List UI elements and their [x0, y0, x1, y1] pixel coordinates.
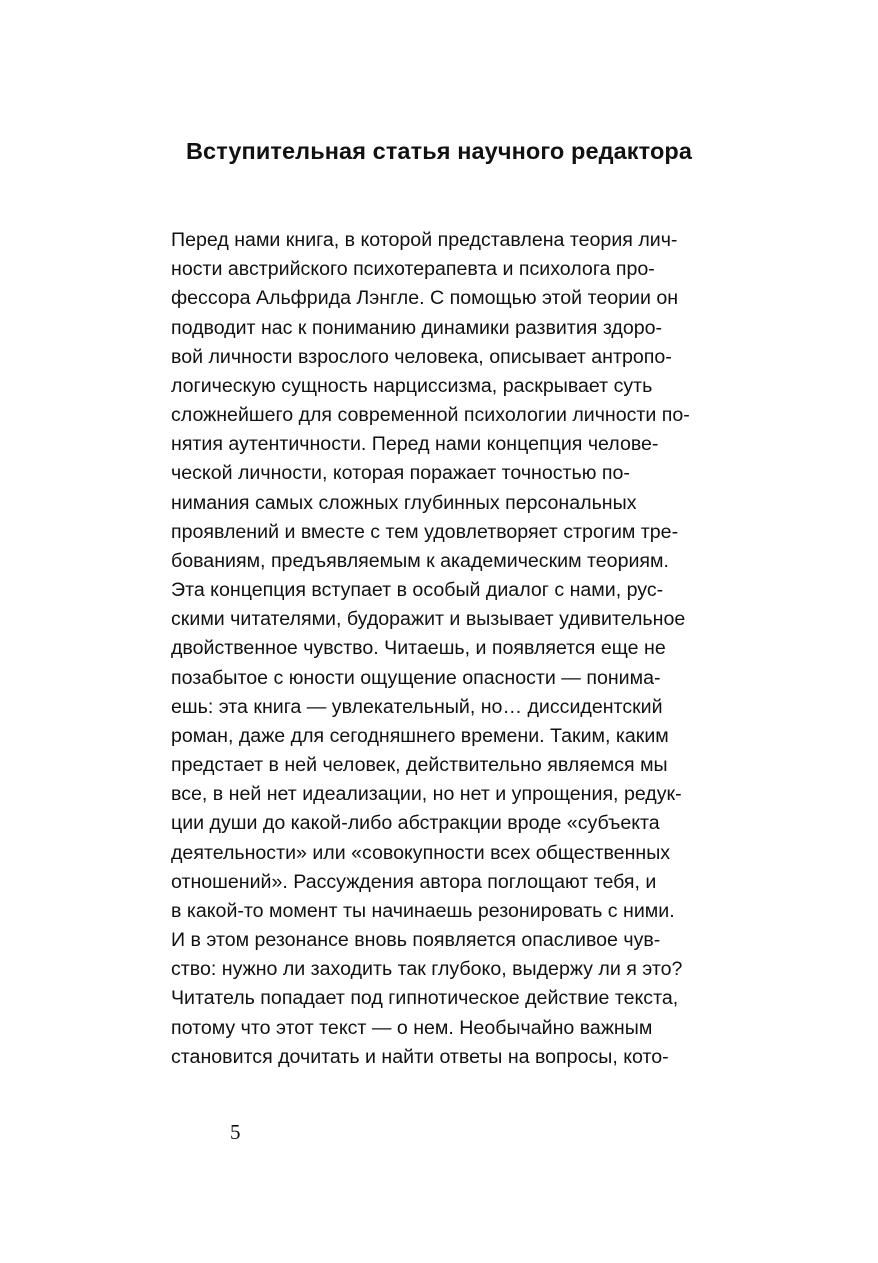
- text-line: Читатель попадает под гипнотическое действие текста,: [171, 987, 679, 1010]
- text-line: позабытое с юности ощущение опасности — понима-: [171, 666, 661, 689]
- text-line: Перед нами книга, в которой представлена теория лич-: [171, 229, 678, 251]
- page-number: 5: [230, 1120, 241, 1144]
- text-line: предстает в ней человек, действительно являемся мы: [171, 754, 668, 777]
- text-line: потому что этот текст — о нем. Необычайно важным: [171, 1016, 653, 1039]
- text-line: в какой-то момент ты начинаешь резонировать с ними.: [171, 899, 675, 922]
- text-line: становится дочитать и найти ответы на вопросы, кото-: [171, 1045, 669, 1068]
- text-line: ности австрийского психотерапевта и психолога про-: [171, 258, 655, 281]
- text-line: скими читателями, будоражит и вызывает удивительное: [171, 608, 686, 631]
- text-line: деятельности» или «совокупности всех общественных: [171, 841, 671, 864]
- text-line: роман, даже для сегодняшнего времени. Таким, каким: [171, 724, 669, 747]
- text-line: бованиям, предъявляемым к академическим теориям.: [171, 549, 669, 572]
- text-line: все, в ней нет идеализации, но нет и упрощения, редук-: [171, 783, 682, 806]
- text-line: И в этом резонансе вновь появляется опасливое чув-: [171, 929, 661, 952]
- text-line: двойственное чувство. Читаешь, и появляется еще не: [171, 637, 666, 660]
- text-line: нимания самых сложных глубинных персональных: [171, 491, 637, 514]
- body-text: [171, 226, 731, 1072]
- text-line: нятия аутентичности. Перед нами концепция челове-: [171, 433, 659, 456]
- text-line: отношений». Рассуждения автора поглощают тебя, и: [171, 870, 657, 893]
- text-line: логическую сущность нарциссизма, раскрывает суть: [171, 374, 653, 397]
- text-line: сложнейшего для современной психологии личности по-: [171, 404, 690, 427]
- text-line: ство: нужно ли заходить так глубоко, выдержу ли я это?: [171, 958, 683, 981]
- text-line: Эта концепция вступает в особый диалог с нами, рус-: [171, 579, 664, 602]
- text-line: подводит нас к пониманию динамики развития здоро-: [171, 316, 663, 339]
- text-line: вой личности взрослого человека, описывает антропо-: [171, 345, 672, 368]
- text-line: ции души до какой-либо абстракции вроде «субъекта: [171, 812, 660, 835]
- page-title: Вступительная статья научного редактора: [185, 138, 693, 164]
- text-line: проявлений и вместе с тем удовлетворяет строгим тре-: [171, 520, 679, 543]
- text-line: ешь: эта книга — увлекательный, но… диссидентский: [171, 695, 663, 718]
- text-line: фессора Альфрида Лэнгле. С помощью этой теории он: [171, 287, 679, 310]
- text-line: ческой личности, которая поражает точностью по-: [171, 462, 630, 485]
